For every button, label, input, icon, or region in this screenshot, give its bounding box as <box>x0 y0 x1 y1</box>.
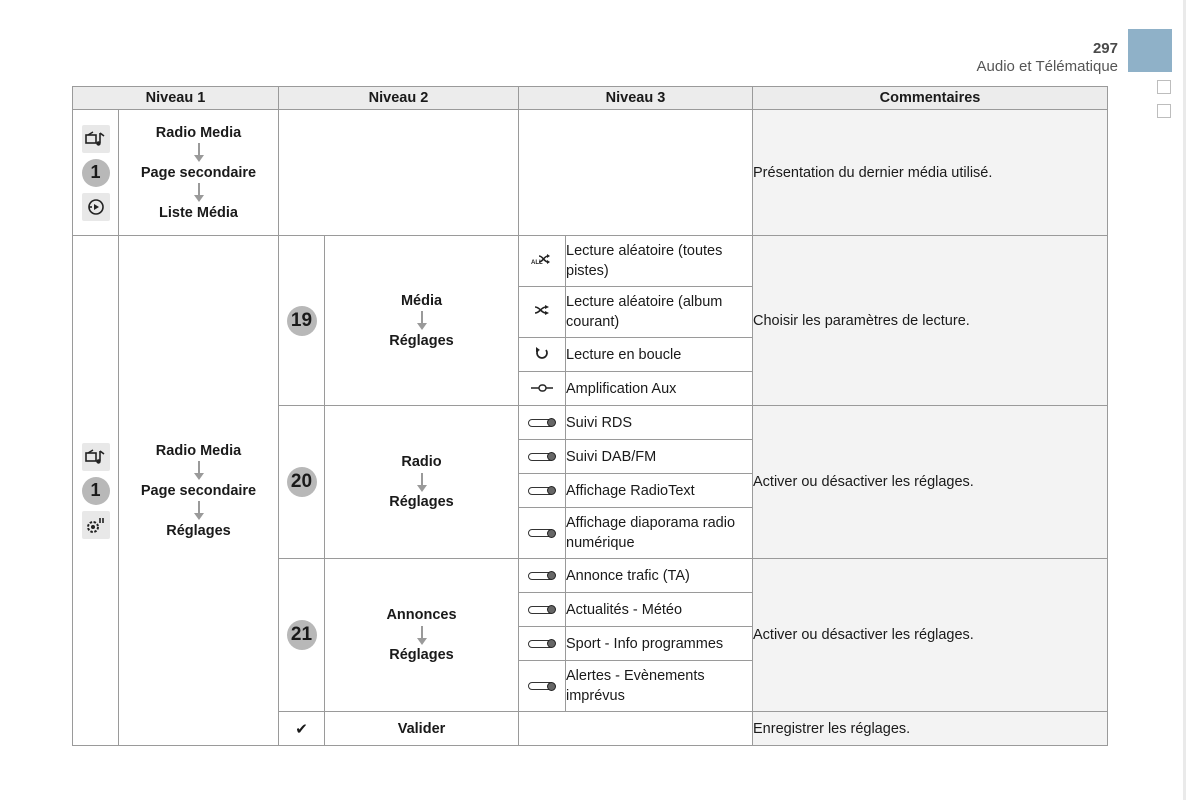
toggle-icon <box>519 406 566 440</box>
flow-step: Page secondaire <box>140 164 257 181</box>
header-niveau-1: Niveau 1 <box>73 87 279 110</box>
flow-step: Radio <box>401 454 442 470</box>
flow-step: Radio Media <box>155 124 242 141</box>
flow-step: Liste Média <box>159 204 238 221</box>
toggle-icon <box>519 559 566 593</box>
header-niveau-2: Niveau 2 <box>279 87 519 110</box>
comment-cell: Activer ou désactiver les réglages. <box>753 559 1108 712</box>
page-number: 297 <box>1092 40 1118 57</box>
media-list-icon <box>82 193 110 221</box>
step-number-badge: 1 <box>82 159 110 187</box>
level3-label: Sport - Info programmes <box>566 627 753 661</box>
step-number-badge: 20 <box>287 467 317 497</box>
level3-label: Amplification Aux <box>566 372 753 406</box>
header-commentaires: Commentaires <box>753 87 1108 110</box>
radio-media-icon <box>82 443 110 471</box>
svg-text:ALL: ALL <box>531 260 543 266</box>
aux-gain-icon <box>519 372 566 406</box>
group-number-cell <box>279 559 325 712</box>
toggle-icon <box>519 474 566 508</box>
flow-step: Réglages <box>389 332 454 349</box>
toggle-icon <box>519 661 566 712</box>
toggle-icon <box>519 593 566 627</box>
level2-flow <box>325 236 519 406</box>
level1-icons <box>73 110 119 236</box>
empty-cell <box>519 110 753 236</box>
level3-label: Alertes - Evènements imprévus <box>566 661 753 712</box>
comment-cell: Enregistrer les réglages. <box>753 712 1108 746</box>
down-arrow-icon <box>417 471 427 493</box>
down-arrow-icon <box>194 500 204 522</box>
step-number-badge: 21 <box>287 620 317 650</box>
flow-step: Radio Media <box>155 442 242 459</box>
level1-flow <box>119 110 279 236</box>
radio-media-icon <box>82 125 110 153</box>
checkmark-icon: ✔ <box>279 712 325 746</box>
flow-step: Annonces <box>386 607 457 623</box>
group-number-cell <box>279 236 325 406</box>
level3-label: Lecture en boucle <box>566 338 753 372</box>
section-title: Audio et Télématique <box>976 58 1118 75</box>
level2-flow <box>325 559 519 712</box>
empty-cell <box>279 110 519 236</box>
tab-square-2 <box>1157 104 1171 118</box>
level3-label: Suivi DAB/FM <box>566 440 753 474</box>
down-arrow-icon <box>194 182 204 204</box>
shuffle-icon <box>519 287 566 338</box>
step-number-badge: 1 <box>82 477 110 505</box>
comment-cell: Choisir les paramètres de lecture. <box>753 236 1108 406</box>
chapter-tab <box>1128 29 1172 72</box>
settings-table <box>72 86 1108 746</box>
settings-icon <box>82 511 110 539</box>
table-row <box>73 236 1108 287</box>
shuffle-all-icon <box>519 236 566 287</box>
level1-icons <box>73 236 119 746</box>
flow-step: Réglages <box>166 522 231 539</box>
flow-step: Réglages <box>389 494 454 510</box>
page-edge <box>1183 0 1186 800</box>
down-arrow-icon <box>417 624 427 646</box>
group-number-cell <box>279 406 325 559</box>
level3-label: Actualités - Météo <box>566 593 753 627</box>
level1-flow <box>119 236 279 746</box>
comment-cell: Activer ou désactiver les réglages. <box>753 406 1108 559</box>
level3-label: Affichage diaporama radio numérique <box>566 508 753 559</box>
toggle-icon <box>519 627 566 661</box>
validate-label: Valider <box>325 712 519 746</box>
flow-step: Média <box>400 292 443 309</box>
toggle-icon <box>519 440 566 474</box>
down-arrow-icon <box>194 460 204 482</box>
table-header-row <box>73 87 1108 110</box>
level3-label: Annonce trafic (TA) <box>566 559 753 593</box>
down-arrow-icon <box>194 142 204 164</box>
flow-step: Réglages <box>389 647 454 663</box>
empty-cell <box>519 712 753 746</box>
header-niveau-3: Niveau 3 <box>519 87 753 110</box>
tab-square-1 <box>1157 80 1171 94</box>
level3-label: Lecture aléatoire (toutes pistes) <box>566 236 753 287</box>
repeat-icon <box>519 338 566 372</box>
toggle-icon <box>519 508 566 559</box>
down-arrow-icon <box>417 310 427 332</box>
level2-flow <box>325 406 519 559</box>
table-row <box>73 110 1108 236</box>
level3-label: Suivi RDS <box>566 406 753 440</box>
level3-label: Affichage RadioText <box>566 474 753 508</box>
level3-label: Lecture aléatoire (album courant) <box>566 287 753 338</box>
comment-cell: Présentation du dernier média utilisé. <box>753 110 1108 236</box>
flow-step: Page secondaire <box>140 482 257 499</box>
step-number-badge: 19 <box>287 306 317 336</box>
